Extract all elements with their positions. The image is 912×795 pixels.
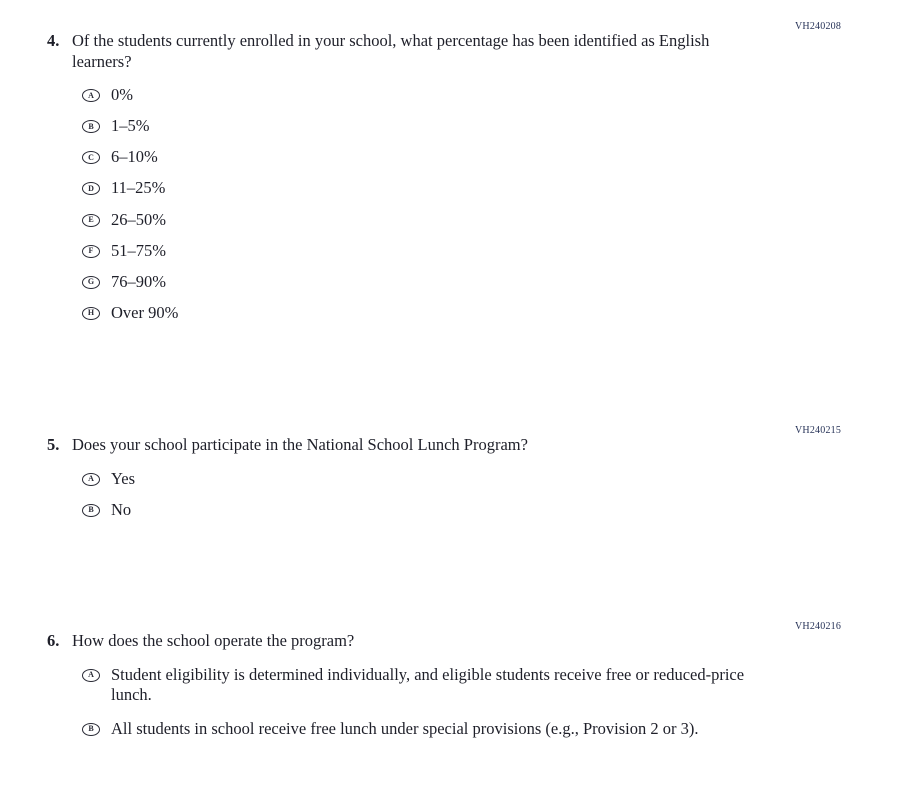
option-a[interactable]	[82, 665, 912, 706]
question-6	[0, 621, 912, 752]
option-a[interactable]	[82, 469, 912, 490]
answer-bubble-d[interactable]: D	[82, 182, 100, 195]
question-4-code: VH240208	[795, 21, 842, 32]
option-label: 51–75%	[111, 240, 166, 260]
question-5-code: VH240215	[795, 425, 842, 436]
answer-bubble-a[interactable]: A	[82, 473, 100, 486]
option-b[interactable]	[82, 116, 912, 137]
option-label: Yes	[111, 468, 136, 488]
question-6-code: VH240216	[795, 621, 842, 632]
answer-bubble-b[interactable]: B	[82, 120, 100, 133]
answer-bubble-a[interactable]: A	[82, 669, 100, 682]
question-5-stem	[47, 425, 912, 456]
question-6-options	[82, 665, 912, 740]
option-b[interactable]	[82, 719, 912, 740]
option-b[interactable]	[82, 500, 912, 521]
question-5	[0, 425, 912, 531]
question-6-number: 6.	[47, 631, 60, 650]
option-c[interactable]	[82, 147, 912, 168]
question-4-number: 4.	[47, 31, 60, 50]
question-6-text: How does the school operate the program?	[72, 631, 355, 650]
option-label: No	[111, 499, 132, 519]
option-label: 0%	[111, 85, 133, 105]
question-4-stem	[47, 21, 912, 72]
answer-bubble-b[interactable]: B	[82, 504, 100, 517]
option-a[interactable]	[82, 85, 912, 106]
option-h[interactable]	[82, 303, 912, 324]
answer-bubble-f[interactable]: F	[82, 245, 100, 258]
question-4-text: Of the students currently enrolled in your school, what percentage has been identified as English learners?	[72, 31, 710, 71]
option-f[interactable]	[82, 241, 912, 262]
option-label: Over 90%	[111, 302, 179, 322]
answer-bubble-c[interactable]: C	[82, 151, 100, 164]
option-label: All students in school receive free lunch under special provisions (e.g., Provision 2 or 3).	[111, 718, 699, 738]
question-5-number: 5.	[47, 435, 60, 454]
question-6-stem	[47, 621, 912, 652]
answer-bubble-b[interactable]: B	[82, 723, 100, 736]
question-5-text: Does your school participate in the National School Lunch Program?	[72, 435, 528, 454]
option-label: 11–25%	[111, 178, 166, 198]
answer-bubble-h[interactable]: H	[82, 307, 100, 320]
option-label: 76–90%	[111, 271, 166, 291]
option-e[interactable]	[82, 210, 912, 231]
option-label: 26–50%	[111, 209, 166, 229]
option-label: 1–5%	[111, 116, 150, 136]
question-4	[0, 21, 912, 334]
option-d[interactable]	[82, 178, 912, 199]
option-label: 6–10%	[111, 147, 158, 167]
answer-bubble-a[interactable]: A	[82, 89, 100, 102]
answer-bubble-g[interactable]: G	[82, 276, 100, 289]
answer-bubble-e[interactable]: E	[82, 214, 100, 227]
question-5-options	[82, 469, 912, 521]
option-label: Student eligibility is determined individually, and eligible students receive free or reduced-price lunch.	[111, 664, 745, 705]
option-g[interactable]	[82, 272, 912, 293]
question-4-options	[82, 85, 912, 323]
